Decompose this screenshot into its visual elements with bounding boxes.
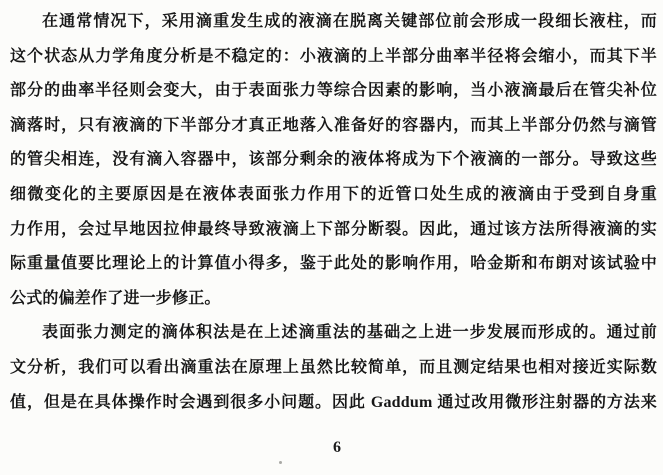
text-block bbox=[10, 5, 657, 420]
text-line: 表面张力测定的滴体积法是在上述滴重法的基础之上进一步发展而形成的。通过前 bbox=[42, 324, 657, 342]
text-line: 这个状态从力学角度分析是不稳定的：小液滴的上半部分曲率半径将会缩小，而其下半 bbox=[10, 47, 657, 65]
paragraph-1 bbox=[10, 5, 657, 316]
text-line: 的管尖相连，没有滴入容器中，该部分剩余的液体将成为下个液滴的一部分。导致这些 bbox=[10, 151, 657, 169]
text-line: 在通常情况下，采用滴重发生成的液滴在脱离关键部位前会形成一段细长液柱，而 bbox=[42, 13, 657, 30]
text-line: 际重量值要比理论上的计算值小得多，鉴于此处的影响作用，哈金斯和布朗对该试验中 bbox=[10, 255, 657, 273]
text-line: 滴落时，只有液滴的下半部分才真正地落入准备好的容器内，而其上半部分仍然与滴管 bbox=[10, 116, 657, 134]
scan-speck-artifact bbox=[279, 461, 282, 464]
text-line: 部分的曲率半径则会变大，由于表面张力等综合因素的影响，当小液滴最后在管尖补位 bbox=[10, 82, 657, 100]
paragraph-2 bbox=[10, 316, 657, 420]
text-line: 文分析，我们可以看出滴重法在原理上虽然比较简单，而且测定结果也相对接近实际数 bbox=[10, 358, 657, 376]
text-line: 细微变化的主要原因是在液体表面张力作用下的近管口处生成的液滴由于受到自身重 bbox=[10, 185, 657, 203]
text-line: 值，但是在具体操作时会遇到很多小问题。因此 Gaddum 通过改用微形注射器的方法来 bbox=[10, 393, 657, 411]
text-line: 公式的偏差作了进一步修正。 bbox=[10, 289, 221, 307]
text-line: 力作用，会过早地因拉伸最终导致液滴上下部分断裂。因此，通过该方法所得液滴的实 bbox=[10, 220, 657, 238]
page-number: 6 bbox=[333, 439, 341, 456]
